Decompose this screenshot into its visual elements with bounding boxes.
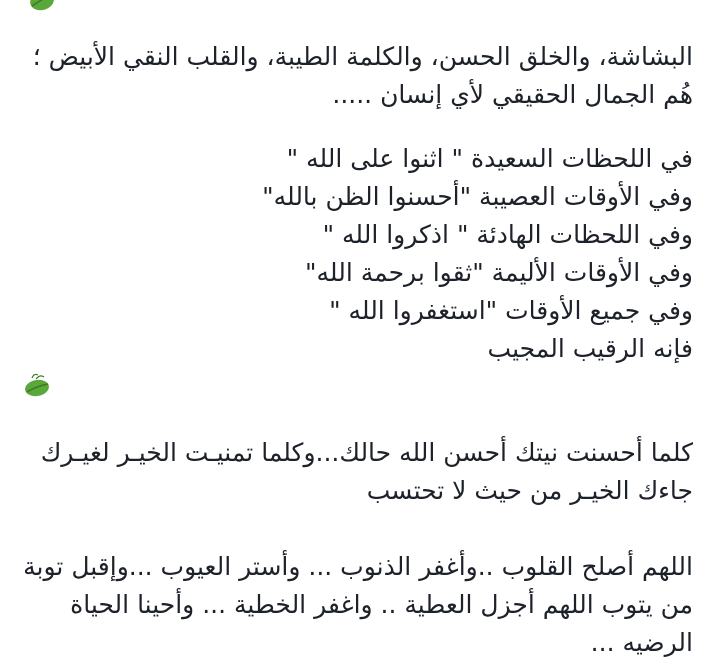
- leaf-emoji-icon: [22, 372, 52, 398]
- text-line: اللهم أصلح القلوب ..وأغفر الذنوب ... وأستر العيوب ...وإقبل توبة: [23, 552, 693, 581]
- text-line: فإنه الرقيب المجيب: [487, 334, 693, 363]
- leaf-emoji-icon: [26, 0, 56, 12]
- paragraph-supplication: [20, 548, 693, 662]
- paragraph-pleasant-traits: [20, 38, 693, 114]
- paragraph-good-intentions: [20, 434, 693, 510]
- paragraph-times-remembrance: [20, 140, 693, 368]
- text-line: وفي جميع الأوقات "استغفروا الله ": [329, 296, 693, 325]
- text-line: الرضيه ...: [590, 628, 693, 657]
- text-line: جاءك الخيـر من حيث لا تحتسب: [366, 476, 693, 505]
- text-line: البشاشة، والخلق الحسن، والكلمة الطيبة، والقلب النقي الأبيض ؛: [32, 42, 693, 71]
- text-line: هُم الجمال الحقيقي لأي إنسان .....: [332, 80, 693, 109]
- text-line: من يتوب اللهم أجزل العطية .. واغفر الخطية ... وأحينا الحياة: [70, 590, 693, 619]
- text-line: كلما أحسنت نيتك أحسن الله حالك...وكلما تمنيـت الخيـر لغيـرك: [40, 438, 693, 467]
- text-line: في اللحظات السعيدة " اثنوا على الله ": [286, 144, 693, 173]
- text-line: وفي اللحظات الهادئة " اذكروا الله ": [322, 220, 693, 249]
- text-line: وفي الأوقات الأليمة "ثقوا برحمة الله": [305, 258, 693, 287]
- text-line: وفي الأوقات العصيبة "أحسنوا الظن بالله": [262, 182, 693, 211]
